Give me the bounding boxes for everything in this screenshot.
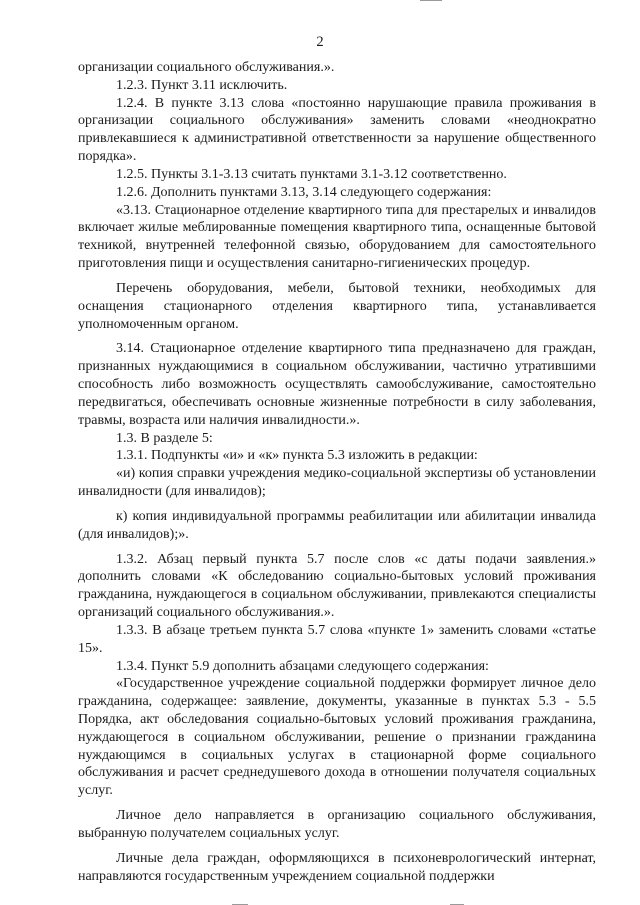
- paragraph: Личные дела граждан, оформляющихся в психоневрологический интернат, направляются государственным учреждением социальной поддержки: [78, 850, 596, 884]
- paragraph: к) копия индивидуальной программы реабилитации или абилитации инвалида (для инвалидов);».: [78, 508, 596, 542]
- paragraph: «3.13. Стационарное отделение квартирного типа для престарелых и инвалидов включает жилые меблированные помещения квартирного типа, оснащенные бытовой техникой, внутренней телефонной связью, оборудованием для самостоятельного приготовления пищи и осуществления санитарно-гигиенических процедур.: [78, 202, 596, 272]
- paragraph: 1.3.3. В абзаце третьем пункта 5.7 слова «пункте 1» заменить словами «статье 15».: [78, 622, 596, 656]
- paragraph: Перечень оборудования, мебели, бытовой техники, необходимых для оснащения стационарного отделения квартирного типа, устанавливается уполномоченным органом.: [78, 280, 596, 332]
- paragraph: 3.14. Стационарное отделение квартирного типа предназначено для граждан, признанных нуждающимися в социальном обслуживании, частично утратившими способность либо возможность осуществлять самообслуживание, самостоятельно передвигаться, обеспечивать основные жизненные потребности в силу заболевания, травмы, возраста или наличия инвалидности.».: [78, 341, 596, 428]
- paragraph: Личное дело направляется в организацию социального обслуживания, выбранную получателем социальных услуг.: [78, 808, 596, 841]
- paragraph: 1.3.4. Пункт 5.9 дополнить абзацами следующего содержания:: [116, 658, 489, 674]
- paragraph: 1.3.1. Подпункты «и» и «к» пункта 5.3 изложить в редакции:: [116, 448, 478, 464]
- paragraph: 1.3.2. Абзац первый пункта 5.7 после слов «с даты подачи заявления.» дополнить словами «К обследованию социально-бытовых условий проживания гражданина, нуждающегося в социальном обслуживании, привлекаются специалисты организаций социального обслуживания.».: [78, 551, 596, 621]
- paragraph: 1.2.5. Пункты 3.1-3.13 считать пунктами 3.1-3.12 соответственно.: [116, 166, 507, 182]
- paragraph: 1.2.3. Пункт 3.11 исключить.: [116, 77, 288, 93]
- paragraph: организации социального обслуживания.».: [78, 60, 335, 75]
- page-number: 2: [316, 34, 324, 50]
- paragraph: 1.2.4. В пункте 3.13 слова «постоянно нарушающие правила проживания в организации социального обслуживания» заменить словами «неоднократно привлекавшиеся к административной ответственности за нарушение общественного порядка».: [78, 95, 596, 165]
- paragraph: «Государственное учреждение социальной поддержки формирует личное дело гражданина, содержащее: заявление, документы, указанные в пунктах 5.3 - 5.5 Порядка, акт обследования социально-бытовых условий проживания гражданина, нуждающегося в социальном обслуживании, решение о признании гражданина нуждающимся в социальных услугах в стационарной форме социального обслуживания и расчет среднедушевого дохода в отношении получателя социальных услуг.: [78, 676, 596, 799]
- document-body: [78, 59, 596, 885]
- paragraph: 1.3. В разделе 5:: [116, 430, 213, 446]
- paragraph: 1.2.6. Дополнить пунктами 3.13, 3.14 следующего содержания:: [116, 184, 492, 200]
- paragraph: «и) копия справки учреждения медико-социальной экспертизы об установлении инвалидности (для инвалидов);: [78, 466, 596, 500]
- scan-artifact-top: [420, 0, 442, 1]
